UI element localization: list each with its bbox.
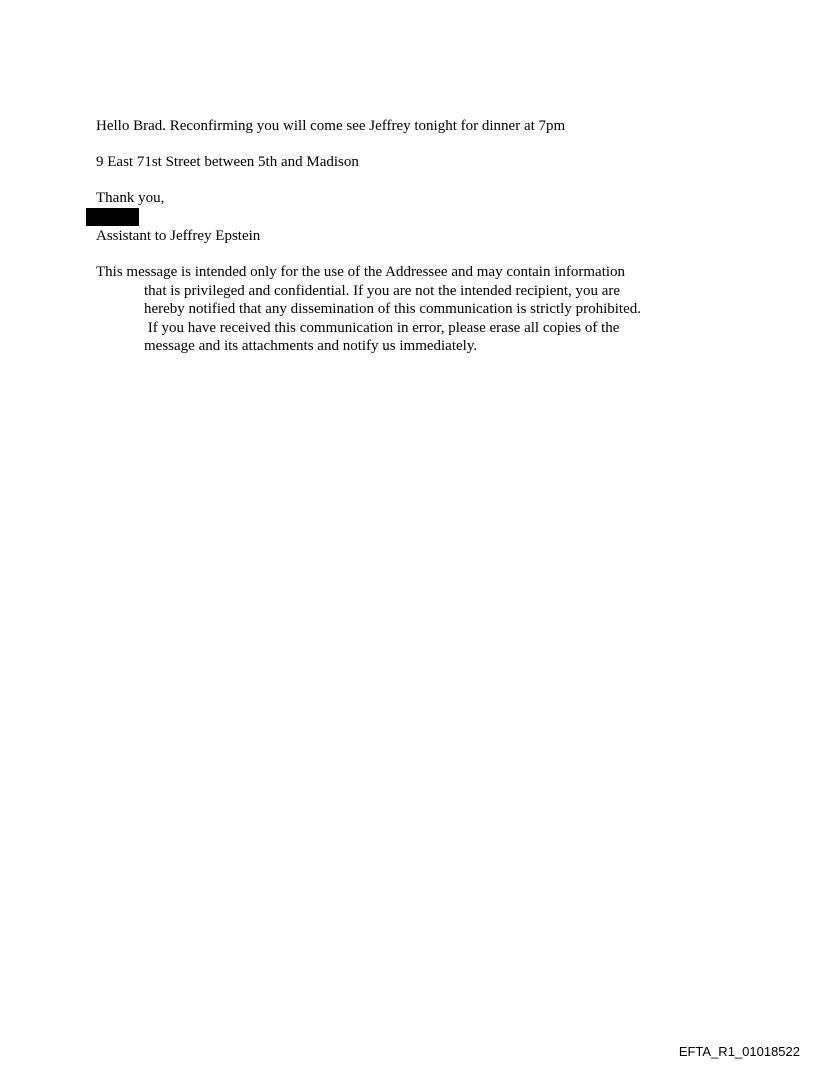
disclaimer-line: hereby notified that any dissemination of this communication is strictly prohibited.	[144, 301, 641, 317]
document-id: EFTA_R1_01018522	[678, 1044, 800, 1059]
disclaimer-line: that is privileged and confidential. If you are not the intended recipient, you are	[144, 282, 621, 299]
disclaimer-line: If you have received this communication in error, please erase all copies of the	[144, 319, 620, 336]
redaction-block	[86, 208, 139, 226]
confidentiality-disclaimer	[96, 263, 696, 356]
greeting-line: Hello Brad. Reconfirming you will come see Jeffrey tonight for dinner at 7pm	[96, 118, 566, 134]
closing-line: Thank you,	[96, 190, 165, 206]
address-line: 9 East 71st Street between 5th and Madison	[96, 154, 359, 170]
disclaimer-line: message and its attachments and notify us immediately.	[144, 338, 478, 354]
signature-line: Assistant to Jeffrey Epstein	[96, 228, 261, 244]
disclaimer-line: This message is intended only for the use of the Addressee and may contain information	[96, 264, 626, 280]
